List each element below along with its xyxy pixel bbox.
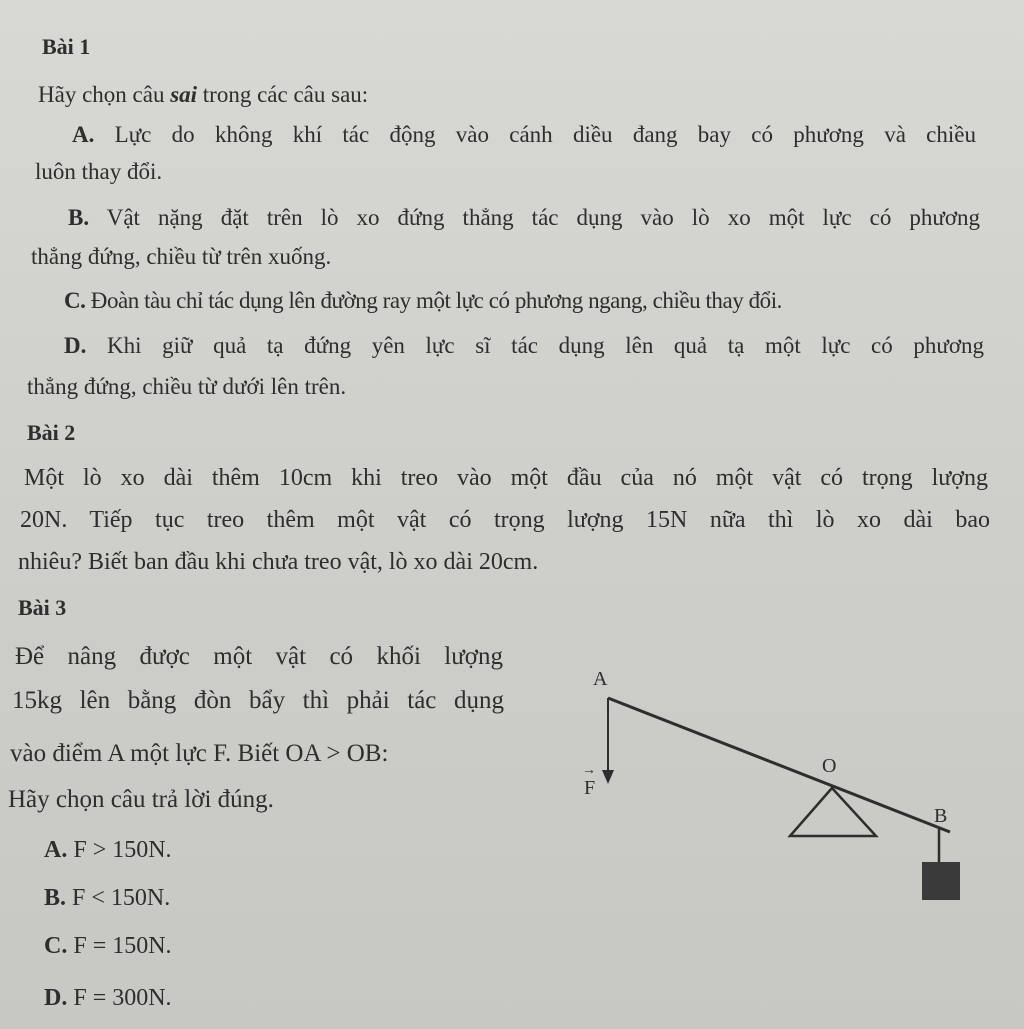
bai3-option-b-label: B. <box>44 885 67 911</box>
bai1-option-a-label: A. <box>72 122 95 147</box>
bai3-option-d <box>44 985 172 1012</box>
bai1-option-b-label: B. <box>68 205 90 230</box>
bai3-option-a <box>44 837 172 864</box>
lever-bar <box>608 698 950 832</box>
bai1-prompt-suffix: trong các câu sau: <box>197 82 369 107</box>
bai3-line-1: Để nâng được một vật có khối lượng <box>15 643 503 670</box>
bai3-option-b <box>44 885 170 912</box>
bai1-option-b-line2: thẳng đứng, chiều từ trên xuống. <box>31 244 332 269</box>
bai2-line-2: 20N. Tiếp tục treo thêm một vật có trọng lượng 15N nữa thì lò xo dài bao <box>20 507 990 533</box>
bai1-prompt <box>38 82 368 108</box>
bai1-option-a-line2: luôn thay đổi. <box>35 159 163 184</box>
label-b: B <box>934 805 948 827</box>
bai2-heading: Bài 2 <box>27 420 76 445</box>
label-a: A <box>593 668 608 690</box>
lever-diagram <box>560 660 980 920</box>
force-arrowhead <box>602 770 614 784</box>
label-f-vector-arrow: → <box>582 763 596 778</box>
bai3-option-c-text: F = 150N. <box>73 933 172 959</box>
bai3-option-c <box>44 933 172 960</box>
bai3-option-b-text: F < 150N. <box>72 885 171 911</box>
label-o: O <box>822 755 837 777</box>
bai3-option-c-label: C. <box>44 933 68 959</box>
bai3-line-4: Hãy chọn câu trả lời đúng. <box>8 786 274 813</box>
bai3-option-a-label: A. <box>44 837 68 863</box>
bai1-prompt-emphasis: sai <box>170 82 198 107</box>
bai1-option-a-text: Lực do không khí tác động vào cánh diều đang bay có phương và chiều <box>114 122 976 147</box>
bai1-option-c-label: C. <box>64 288 86 313</box>
bai3-option-a-text: F > 150N. <box>73 837 172 863</box>
bai2-line-1: Một lò xo dài thêm 10cm khi treo vào một đầu của nó một vật có trọng lượng <box>24 465 988 491</box>
bai1-option-d-line2: thẳng đứng, chiều từ dưới lên trên. <box>27 374 347 399</box>
bai1-option-b-line1 <box>68 205 980 231</box>
bai1-option-b-text: Vật nặng đặt trên lò xo đứng thẳng tác dụng vào lò xo một lực có phương <box>106 205 980 230</box>
bai1-option-c <box>64 288 782 314</box>
bai3-line-3: vào điểm A một lực F. Biết OA > OB: <box>10 740 389 767</box>
bai1-heading: Bài 1 <box>42 34 91 59</box>
bai3-heading: Bài 3 <box>18 595 67 620</box>
bai3-option-d-label: D. <box>44 985 68 1011</box>
bai1-option-d-text: Khi giữ quả tạ đứng yên lực sĩ tác dụng lên quả tạ một lực có phương <box>107 333 985 358</box>
bai1-option-d-label: D. <box>64 333 87 358</box>
bai3-option-d-text: F = 300N. <box>73 985 172 1011</box>
bai1-option-a-line1 <box>72 122 976 148</box>
weight-block <box>922 862 960 900</box>
bai1-option-d-line1 <box>64 333 984 359</box>
bai1-prompt-prefix: Hãy chọn câu <box>38 82 171 107</box>
bai2-line-3: nhiêu? Biết ban đầu khi chưa treo vật, lò xo dài 20cm. <box>18 549 539 575</box>
bai1-option-c-text: Đoàn tàu chỉ tác dụng lên đường ray một lực có phương ngang, chiều thay đổi. <box>90 288 782 313</box>
label-f: F <box>584 777 596 799</box>
bai3-line-2: 15kg lên bằng đòn bẩy thì phải tác dụng <box>12 687 504 714</box>
fulcrum-triangle <box>790 788 876 836</box>
